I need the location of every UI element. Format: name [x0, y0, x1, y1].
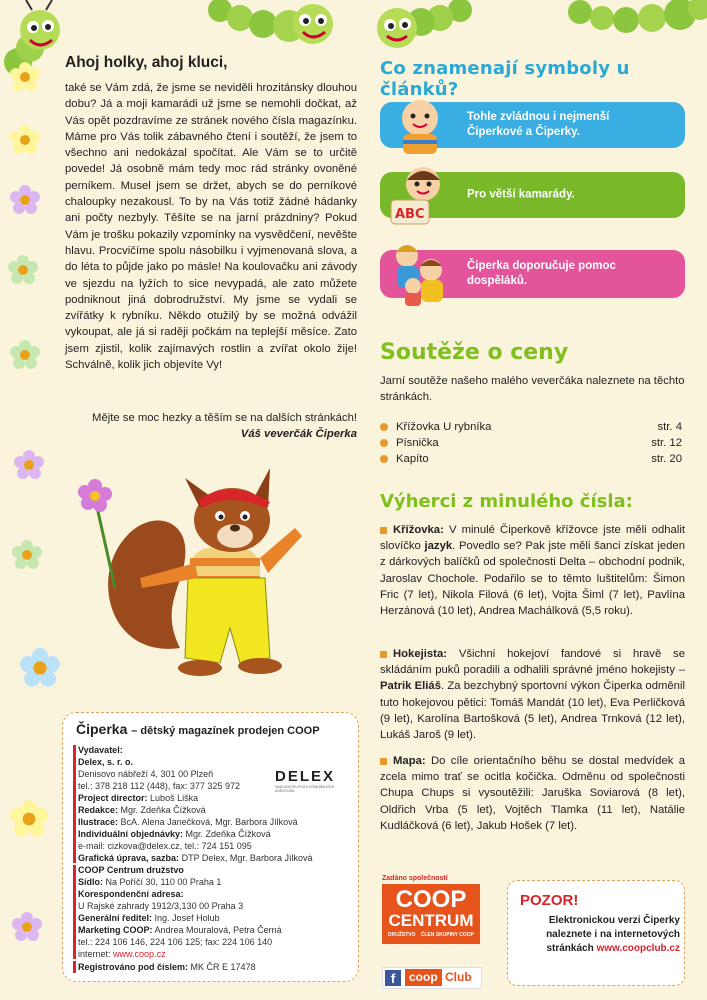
winners-krizovka-text-b: . Povedlo se? Pak jste měli šanci získat jeden z dárkových balíčků od společnosti Delta – obchodní podnik, Jaroslav Chochole. Podařilo se to těmto luštitelům: Šimon Fric (7 let), Nikola Filová (6 let), Vojta Šiml (7 let), Pavlína Herzánová (10 let), Andrea Machálková (5,5 roku).: [380, 540, 685, 618]
bullet-icon: [380, 439, 388, 447]
impressum-title: [76, 721, 320, 737]
pozor-title: POZOR!: [520, 892, 579, 909]
bullet-icon: [380, 423, 388, 431]
winners-hokej-name: Patrik Eliáš: [380, 680, 441, 693]
bullet-icon: [380, 455, 388, 463]
winners-hokej-head: Hokejista:: [393, 648, 447, 660]
letter-body: také se Vám zdá, že jsme se neviděli hrozitánsky dlouhou dobu? Já a moji kamarádi už jsme se nemohli dočkat, až Vás opět pozdravíme ze stránek nového čísla magazínku. Máme pro Vás tolik zábavného čtení i soutěží, že jsem to všechno ani nedokázal spočítat. Ale Vám se to určitě povede! Já osobně mám tedy moc rád stránky ovoněné perníkem. Musel jsem se držet, abych se do perníkové chaloupky nezakousl. To by na Vás totiž žádné hádanky ani počty nezbyly. Těšíte se na jarní prázdniny? Pokud Vám je trošku pokazily vzpomínky na vysvědčení, nevěšte hlavu. Procvičíme spolu násobilku i vyjmenovaná slova, a do léta to půjde jako po másle! Na koulovačku ani závody ve sjezdu na lyžích to sice nevypadá, ale zato můžete podniknout jiná dobrodružství. My jsme se vydali se zvířátky k rybníku. Někdo otužilý by se možná odvážil vykoupat, ale já si raději počkám na teplejší měsíce. Zato jsem zjistil, kolik zajímavých rostlin a zvířat okolo žije! Schválně, kolik jich objevíte Vy!: [65, 82, 357, 372]
symbol-item-older-text: Pro větší kamarády.: [467, 188, 575, 201]
caterpillar-far-right-icon: [560, 0, 707, 40]
flower-icon: [12, 540, 42, 570]
flower-icon: [14, 450, 44, 480]
coop-club-logo[interactable]: f coop Club: [382, 967, 482, 989]
contest-page: str. 4: [657, 421, 682, 433]
contest-name: Kapíto: [396, 453, 429, 465]
coop-web-link[interactable]: www.coop.cz: [113, 949, 166, 959]
letter-closing: [65, 410, 357, 442]
flower-icon: [10, 340, 40, 370]
flower-icon: [8, 255, 38, 285]
svg-text:ABC: ABC: [395, 207, 425, 222]
winners-krizovka-head: Křížovka:: [393, 524, 444, 536]
contest-page: str. 20: [651, 453, 682, 465]
winners-krizovka-word: jazyk: [424, 540, 453, 553]
squirrel-mascot-icon: [70, 458, 340, 708]
caterpillar-top-icon: [205, 0, 340, 55]
coop-centrum-logo: COOP CENTRUM DRUŽSTVO ČLEN SKUPINY COOP: [382, 884, 480, 944]
symbol-item-small-text: Tohle zvládnou i nejmenší Čiperkové a Čiperky.: [467, 111, 610, 138]
contest-item: [380, 437, 682, 449]
letter-closing-text: Mějte se moc hezky a těším se na dalších stránkách!: [92, 412, 357, 424]
flower-icon: [10, 62, 40, 92]
contests-intro: Jarní soutěže našeho malého veverčáka naleznete na těchto stránkách.: [380, 375, 685, 403]
contest-page: str. 12: [651, 437, 682, 449]
family-icon: [385, 238, 455, 308]
flower-icon: [10, 185, 40, 215]
winners-mapa: [380, 753, 685, 834]
symbols-title: Co znamenají symboly u článků?: [380, 58, 630, 100]
symbol-item-adult-text: Čiperka doporučuje pomoc dospěláků.: [467, 260, 616, 287]
flower-icon: [12, 912, 42, 942]
baby-face-icon: [385, 90, 455, 160]
caterpillar-right-icon: [375, 0, 475, 55]
flower-icon: [20, 648, 60, 688]
magazine-subtitle: – dětský magazínek prodejen COOP: [131, 725, 320, 737]
pozor-text: Elektronickou verzi Čiperky naleznete i na internetových stránkách www.coopclub.cz: [546, 915, 680, 954]
coopclub-link[interactable]: www.coopclub.cz: [596, 943, 680, 954]
winners-mapa-text: Do cíle orientačního běhu se dostal medvídek a zcela mimo trať se ocitla kočička. Odměnu od společnosti Chupa Chups si vysoutěžili: Jaruška Soviarová (8 let), Oldřich Vrba (5 let), Vojtěch Tlamka (11 let), Natálie Kudláčková (6 let), Jakub Hošek (7 let).: [380, 755, 686, 832]
flower-icon: [10, 125, 40, 155]
impressum-publisher: Vydavatel: Delex, s. r. o. Denisovo nábřeží 4, 301 00 Plzeň tel.: 378 218 112 (448), fax: 377 325 972 Project director: Luboš Liška Redakce: Mgr. Zdeňka Čížková Ilustrace: BcA. Alena Janečková, Mgr. Barbora Jílková Individuální objednávky: Mgr. Zdeňka Čížková e-mail: cizkova@delex.cz, tel.: 724 151 095 Grafická úprava, sazba: DTP Delex, Mgr. Barbora Jílková: [78, 745, 313, 863]
symbol-item-adult: [380, 250, 685, 298]
contest-name: Křížovka U rybníka: [396, 421, 492, 433]
symbol-item-small: [380, 102, 685, 148]
symbol-item-older: [380, 172, 685, 222]
bullet-icon: [380, 758, 387, 765]
abc-kid-icon: [385, 160, 455, 230]
winners-hokej-text-b: . Za bezchybný sportovní výkon Čiperka odměnil tuto hokejovou pětici: Tomáš Mandát (10 let), Eva Perličková (9 let), Karolína Bartošková (5 let), Andrea Trnková (12 let), Lukáš Jaroš (9 let).: [380, 680, 685, 742]
contests-title: Soutěže o ceny: [380, 340, 569, 365]
winners-hokej-text-a: Všichni hokejoví fandové si hravě se skládáním puků poradili a odhalili správné jméno hokejisty –: [380, 648, 685, 677]
contest-item: [380, 421, 682, 433]
letter-signature: Váš veverčák Čiperka: [240, 428, 357, 440]
winners-krizovka-text-a: V minulé Čiperkově křížovce jste měli odhalit slovíčko: [380, 524, 685, 553]
impressum-coop: COOP Centrum družstvo Sídlo: Na Poříčí 30, 110 00 Praha 1 Korespondenční adresa: U Rajské zahrady 1912/3,130 00 Praha 3 Generální ředitel: Ing. Josef Holub Marketing COOP: Andrea Mouralová, Petra Černá tel.: 224 106 146, 224 106 125; fax: 224 106 140 internet: www.coop.cz: [78, 865, 282, 959]
winners-mapa-head: Mapa:: [393, 755, 426, 767]
contest-name: Písnička: [396, 437, 439, 449]
bullet-icon: [380, 527, 387, 534]
magazine-name: Čiperka: [76, 721, 128, 737]
winners-hokej: [380, 646, 685, 743]
facebook-icon: f: [385, 970, 401, 986]
winners-title: Výherci z minulého čísla:: [380, 491, 633, 512]
delex-logo: DELEX NAKLADATELSTVÍ A KOMUNIKAČNÍ AGENTURA: [275, 768, 336, 793]
letter-greeting: Ahoj holky, ahoj kluci,: [65, 54, 228, 71]
impressum-registration: Registrováno pod číslem: MK ČR E 17478: [78, 962, 256, 972]
winners-krizovka: [380, 522, 685, 619]
coop-commissioned-label: Zadáno společností: [382, 875, 448, 882]
flower-icon: [10, 800, 48, 838]
contest-item: [380, 453, 682, 465]
bullet-icon: [380, 651, 387, 658]
